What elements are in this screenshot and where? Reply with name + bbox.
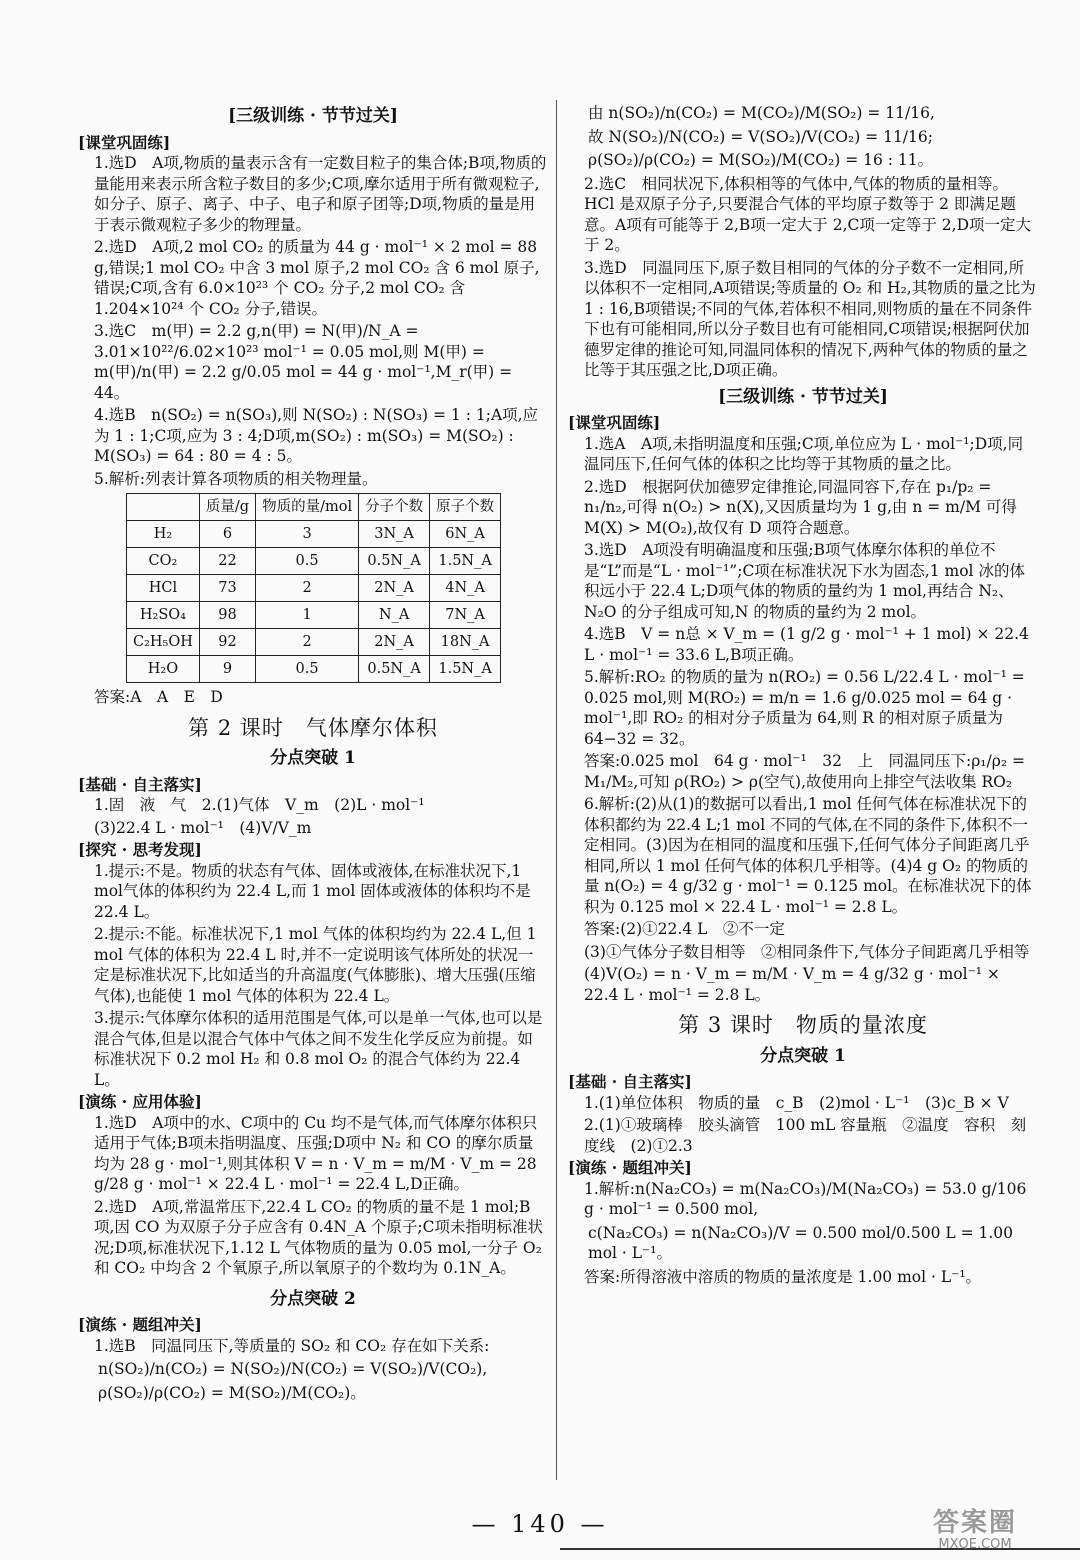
table-header: 质量/g xyxy=(199,494,255,521)
table-cell: 0.5N_A xyxy=(359,656,430,683)
answer-item: 3.选C m(甲) = 2.2 g,n(甲) = N(甲)/N_A = 3.01×10²²/6.02×10²³ mol⁻¹ = 0.05 mol,则 M(甲) = m(甲)/n(甲) = 2.2 g/0.05 mol = 44 g · mol⁻¹,M_r(甲) = 44。 xyxy=(94,322,513,402)
table-cell: N_A xyxy=(359,602,430,629)
table-cell: 6N_A xyxy=(430,521,501,548)
section-title: 分点突破 1 xyxy=(270,748,356,768)
table-cell: 2N_A xyxy=(359,575,430,602)
equation-line: 故 N(SO₂)/N(CO₂) = V(SO₂)/V(CO₂) = 11/16; xyxy=(588,127,933,146)
table-cell: 92 xyxy=(199,629,255,656)
answer-item: 4.选B n(SO₂) = n(SO₃),则 N(SO₂) : N(SO₃) = 1 : 1;A项,应为 1 : 1;C项,应为 3 : 4;D项,m(SO₂) : m(SO₃) = M(SO₂) : M(SO₃) = 64 : 80 = 4 : 5。 xyxy=(94,406,539,465)
equation-line: 由 n(SO₂)/n(CO₂) = M(CO₂)/M(SO₂) = 11/16, xyxy=(588,104,935,122)
table-row xyxy=(127,575,501,602)
subsection-heading: [演练 · 题组冲关] xyxy=(78,1315,202,1334)
table-cell: 3 xyxy=(256,521,359,548)
answer-item: 2.选D A项,2 mol CO₂ 的质量为 44 g · mol⁻¹ × 2 mol = 88 g,错误;1 mol CO₂ 中含 3 mol 原子,2 mol CO₂ 含 6 mol 原子,错误;C项,含有 6.0×10²³ 个 CO₂ 分子,2 mol CO₂ 含 1.204×10²⁴ 个 CO₂ 分子,错误。 xyxy=(94,238,540,318)
answer-item: 2.提示:不能。标准状况下,1 mol 气体的体积均约为 22.4 L,但 1 mol 气体的体积为 22.4 L 时,并不一定说明该气体所处的状况一定是标准状况下,比如适当的升高温度(气体膨胀)、增大压强(压缩气体),也能使 1 mol 气体的体积为 22.4 L。 xyxy=(94,925,537,1005)
table-cell: H₂SO₄ xyxy=(127,602,200,629)
answer-line: 2.(1)①玻璃棒 胶头滴管 100 mL 容量瓶 ②温度 容积 刻度线 (2)①2.3 xyxy=(584,1116,1027,1155)
table-header: 分子个数 xyxy=(359,494,430,521)
table-cell: 2N_A xyxy=(359,629,430,656)
section-title: 分点突破 1 xyxy=(760,1045,846,1066)
table-cell: 0.5N_A xyxy=(359,548,430,575)
table-cell: 2 xyxy=(256,575,359,602)
lesson-title: 第 3 课时 物质的量浓度 xyxy=(678,1013,928,1037)
table-cell: 18N_A xyxy=(430,629,501,656)
table-row xyxy=(127,629,501,656)
answer-item: 3.提示:气体摩尔体积的适用范围是气体,可以是单一气体,也可以是混合气体,但是以混合气体中气体之间不发生化学反应为前提。如标准状况下 0.2 mol H₂ 和 0.8 mol O₂ 的混合气体约为 22.4 L。 xyxy=(94,1009,543,1089)
column-divider xyxy=(556,100,557,1480)
table-row xyxy=(127,521,501,548)
table-cell: 2 xyxy=(256,629,359,656)
table-cell: CO₂ xyxy=(127,548,200,575)
answer-item: 4.选B V = n总 × V_m = (1 g/2 g · mol⁻¹ + 1 mol) × 22.4 L · mol⁻¹ = 33.6 L,B项正确。 xyxy=(584,625,1029,664)
subsection-heading: [演练 · 应用体验] xyxy=(78,1092,202,1111)
table-cell: 0.5 xyxy=(256,656,359,683)
page-number: — 140 — xyxy=(471,1510,609,1538)
subsection-heading: [探究 · 思考发现] xyxy=(78,840,202,859)
table-header-row xyxy=(127,494,501,521)
subsection-heading: [课堂巩固练] xyxy=(78,132,171,152)
subsection-heading: [课堂巩固练] xyxy=(568,413,661,432)
answer-line: 答案:0.025 mol 64 g · mol⁻¹ 32 上 同温同压下:ρ₁/ρ₂ = M₁/M₂,可知 ρ(RO₂) > ρ(空气),故使用向上排空气法收集 RO₂ xyxy=(584,752,1025,791)
watermark-url: MXQE.COM xyxy=(938,1537,1012,1552)
table-cell: 0.5 xyxy=(256,548,359,575)
answer-line: 1.(1)单位体积 物质的量 c_B (2)mol · L⁻¹ (3)c_B × V xyxy=(584,1093,1009,1112)
answer-item: 1.提示:不是。物质的状态有气体、固体或液体,在标准状况下,1 mol气体的体积约为 22.4 L,而 1 mol 固体或液体的体积均不是 22.4 L。 xyxy=(94,861,531,921)
answer-line: 答案:所得溶液中溶质的物质的量浓度是 1.00 mol · L⁻¹。 xyxy=(584,1267,982,1286)
answer-item: 2.选C 相同状况下,体积相等的气体中,气体的物质的量相等。HCl 是双原子分子,只要混合气体的平均原子数等于 2 即满足题意。A项有可能等于 2,B项一定大于 2,C项一定等于 2,D项一定大于 2。 xyxy=(584,174,1032,254)
table-header: 原子个数 xyxy=(430,494,501,521)
table-cell: 98 xyxy=(199,602,255,629)
table-cell: H₂O xyxy=(127,656,200,683)
answer-item: 1.选B 同温同压下,等质量的 SO₂ 和 CO₂ 存在如下关系: xyxy=(94,1336,490,1355)
equation-line: n(SO₂)/n(CO₂) = N(SO₂)/N(CO₂) = V(SO₂)/V(CO₂), xyxy=(98,1360,488,1378)
table-cell: C₂H₅OH xyxy=(127,629,200,656)
answer-item: 5.解析:RO₂ 的物质的量为 n(RO₂) = 0.56 L/22.4 L · mol⁻¹ = 0.025 mol,则 M(RO₂) = m/n = 1.6 g/0.025 mol = 64 g · mol⁻¹,即 RO₂ 的相对分子质量为 64,则 R 的相对原子质量为 64−32 = 32。 xyxy=(584,668,1025,748)
subsection-heading: [演练 · 题组冲关] xyxy=(568,1158,692,1177)
table-cell: 1.5N_A xyxy=(430,548,501,575)
answer-item: 1.选D A项,物质的量表示含有一定数目粒子的集合体;B项,物质的量能用来表示所含粒子数目的多少;C项,摩尔适用于所有微观粒子,如分子、原子、离子、中子、电子和原子团等;D项,物质的量是用于表示微观粒子多少的物理量。 xyxy=(94,154,547,234)
answer-item: 1.解析:n(Na₂CO₃) = m(Na₂CO₃)/M(Na₂CO₃) = 53.0 g/106 g · mol⁻¹ = 0.500 mol, xyxy=(584,1179,1027,1218)
answer-line: (4)V(O₂) = n · V_m = m/M · V_m = 4 g/32 g · mol⁻¹ × 22.4 L · mol⁻¹ = 2.8 L。 xyxy=(584,965,1000,1004)
answer-line: 答案:A A E D xyxy=(94,688,223,706)
equation-line: ρ(SO₂)/ρ(CO₂) = M(SO₂)/M(CO₂)。 xyxy=(98,1383,366,1402)
table-cell: 22 xyxy=(199,548,255,575)
answer-line: (3)22.4 L · mol⁻¹ (4)V/V_m xyxy=(94,818,312,837)
table-header: 物质的量/mol xyxy=(256,494,359,521)
table-cell: HCl xyxy=(127,575,200,602)
subsection-heading: [基础 · 自主落实] xyxy=(568,1072,692,1091)
right-column xyxy=(568,100,1038,1289)
table-cell: 4N_A xyxy=(430,575,501,602)
table-cell: 7N_A xyxy=(430,602,501,629)
answer-item: 2.选D 根据阿伏加德罗定律推论,同温同容下,存在 p₁/p₂ = n₁/n₂,可得 n(O₂) > n(X),又因质量均为 1 g,由 n = m/M 可得 M(X) > M(O₂),故仅有 D 项符合题意。 xyxy=(584,477,1017,537)
subsection-heading: [基础 · 自主落实] xyxy=(78,774,202,794)
answer-item: 3.选D A项没有明确温度和压强;B项气体摩尔体积的单位不是“L”而是“L · mol⁻¹”;C项在标准状况下水为固态,1 mol 冰的体积远小于 22.4 L;D项气体的物质的量约为 1 mol,再结合 N₂、N₂O 的分子组成可知,N 的物质的量约为 2 mol。 xyxy=(584,541,1025,621)
table-header xyxy=(127,494,200,521)
answer-item: 1.选A A项,未指明温度和压强;C项,单位应为 L · mol⁻¹;D项,同温同压下,任何气体的体积之比均等于其物质的量之比。 xyxy=(584,434,1024,473)
answer-item: 3.选D 同温同压下,原子数目相同的气体的分子数不一定相同,所以体积不一定相同,A项错误;等质量的 O₂ 和 H₂,其物质的量之比为 1 : 16,B项错误;不同的气体,若体积不相同,则物质的量在不同条件下也有可能相同,所以分子数目也有可能相同,C项错误;根据阿伏加德罗定律的推论可知,同温同体积的情况下,两种气体的物质的量之比等于其压强之比,D项正确。 xyxy=(584,258,1036,379)
answer-line: 1.固 液 气 2.(1)气体 V_m (2)L · mol⁻¹ xyxy=(94,796,425,814)
answer-item: 6.解析:(2)从(1)的数据可以看出,1 mol 任何气体在标准状况下的体积都约为 22.4 L;1 mol 不同的气体,在不同的条件下,体积不一定相同。(3)因为在相同的温度和压强下,任何气体分子间距离几乎相同,所以 1 mol 任何气体的体积几乎相等。(4)4 g O₂ 的物质的量 n(O₂) = 4 g/32 g · mol⁻¹ = 0.125 mol。在标准状况下的体积为 0.125 mol × 22.4 L · mol⁻¹ = 2.8 L。 xyxy=(584,795,1032,916)
table-cell: 6 xyxy=(199,521,255,548)
answer-item: 1.选D A项中的水、C项中的 Cu 均不是气体,而气体摩尔体积只适用于气体;B项未指明温度、压强;D项中 N₂ 和 CO 的摩尔质量均为 28 g · mol⁻¹,则其体积 V = n · V_m = m/M · V_m = 28 g/28 g · mol⁻¹ × 22.4 L · mol⁻¹ = 22.4 L,D正确。 xyxy=(94,1113,538,1193)
answer-line: 答案:(2)①22.4 L ②不一定 xyxy=(584,920,785,938)
table-cell: 3N_A xyxy=(359,521,430,548)
equation-line: c(Na₂CO₃) = n(Na₂CO₃)/V = 0.500 mol/0.500 L = 1.00 mol · L⁻¹。 xyxy=(588,1223,1014,1262)
section-banner: [三级训练 · 节节过关] xyxy=(718,386,888,407)
table-cell: 1.5N_A xyxy=(430,656,501,683)
table-cell: 1 xyxy=(256,602,359,629)
answer-item: 5.解析:列表计算各项物质的相关物理量。 xyxy=(94,469,378,488)
watermark-text: 答案圈 xyxy=(932,1508,1017,1538)
watermark-logo xyxy=(900,1508,1050,1556)
section-banner: [三级训练 · 节节过关] xyxy=(228,106,398,126)
substance-table xyxy=(126,493,501,683)
section-title: 分点突破 2 xyxy=(270,1288,356,1309)
answer-line: (3)①气体分子数目相等 ②相同条件下,气体分子间距离几乎相等 xyxy=(584,942,1030,961)
table-cell: 9 xyxy=(199,656,255,683)
lesson-title: 第 2 课时 气体摩尔体积 xyxy=(188,715,438,740)
left-column xyxy=(78,100,548,1406)
table-cell: H₂ xyxy=(127,521,200,548)
table-row xyxy=(127,656,501,683)
answer-item: 2.选D A项,常温常压下,22.4 L CO₂ 的物质的量不是 1 mol;B项,因 CO 为双原子分子应含有 0.4N_A 个原子;C项未指明标准状况;D项,标准状况下,1.12 L 气体物质的量为 0.05 mol,一分子 O₂ 和 CO₂ 中均含 2 个氧原子,所以氧原子的个数均为 0.1N_A。 xyxy=(94,1197,543,1277)
table-cell: 73 xyxy=(199,575,255,602)
table-row xyxy=(127,602,501,629)
equation-line: ρ(SO₂)/ρ(CO₂) = M(SO₂)/M(CO₂) = 16 : 11。 xyxy=(588,151,934,169)
table-row xyxy=(127,548,501,575)
